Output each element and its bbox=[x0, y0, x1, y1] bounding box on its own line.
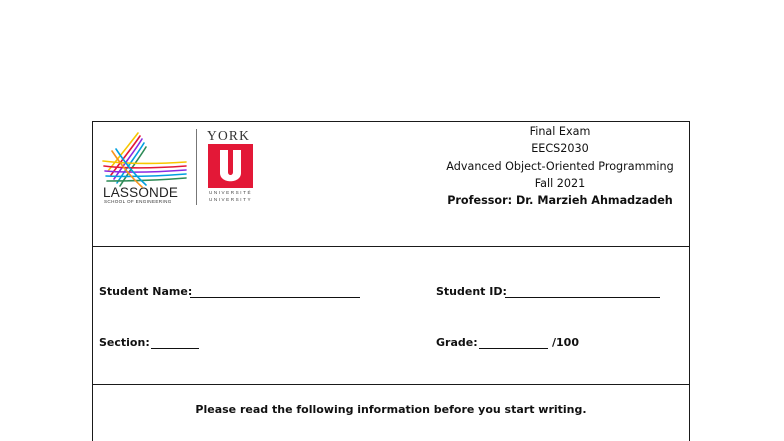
lassonde-subtitle: SCHOOL OF ENGINEERING bbox=[104, 199, 172, 204]
exam-title: Final Exam bbox=[529, 125, 591, 138]
lassonde-wordmark: LASSONDE bbox=[103, 185, 179, 200]
exam-header bbox=[437, 123, 683, 209]
course-title: Advanced Object-Oriented Programming bbox=[446, 159, 674, 173]
section-line[interactable] bbox=[151, 348, 199, 349]
logo-divider bbox=[196, 129, 197, 205]
grade-max: /100 bbox=[552, 336, 579, 349]
york-subtitle-en: UNIVERSITY bbox=[209, 197, 253, 202]
york-subtitle-fr: UNIVERSITÉ bbox=[209, 190, 253, 195]
table-divider-fields bbox=[92, 384, 690, 385]
york-u-logo-icon bbox=[208, 144, 253, 188]
grade-label: Grade: bbox=[436, 336, 478, 349]
table-divider-header bbox=[92, 246, 690, 247]
student-name-label: Student Name: bbox=[99, 285, 193, 298]
section-label: Section: bbox=[99, 336, 150, 349]
student-id-line[interactable] bbox=[505, 297, 660, 298]
exam-term: Fall 2021 bbox=[534, 176, 586, 190]
student-name-line[interactable] bbox=[190, 297, 360, 298]
york-wordmark: YORK bbox=[207, 128, 251, 143]
student-id-label: Student ID: bbox=[436, 285, 507, 298]
professor-name: Professor: Dr. Marzieh Ahmadzadeh bbox=[447, 194, 673, 208]
grade-line[interactable] bbox=[479, 348, 548, 349]
instructions-heading: Please read the following information before you start writing. bbox=[195, 403, 587, 416]
course-code: EECS2030 bbox=[531, 142, 589, 156]
